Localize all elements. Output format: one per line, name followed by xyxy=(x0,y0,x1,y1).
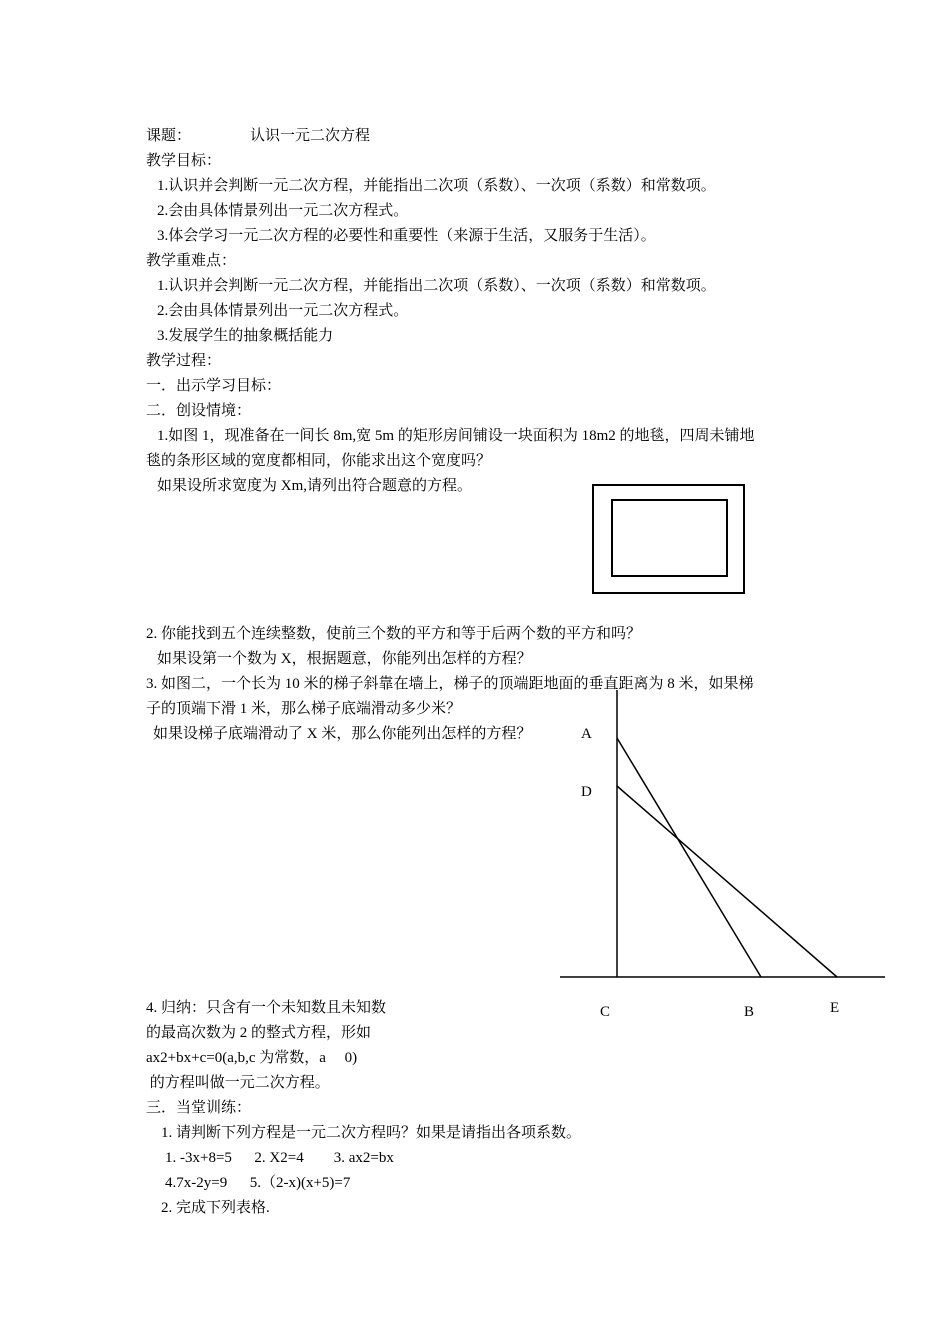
question-2-line-2: 如果设第一个数为 X，根据题意，你能列出怎样的方程？ xyxy=(157,651,532,667)
key-points-heading: 教学重难点： xyxy=(146,253,237,269)
objectives-heading: 教学目标： xyxy=(146,153,222,169)
question-4-line-4: 的方程叫做一元二次方程。 xyxy=(146,1075,330,1091)
question-1-line-1: 1.如图 1，现准备在一间长 8m,宽 5m 的矩形房间铺设一块面积为 18m2 的地毯，四周未铺地 xyxy=(157,428,755,444)
key-point-item-2: 2.会由具体情景列出一元二次方程式。 xyxy=(157,303,409,319)
objective-item-1: 1.认识并会判断一元二次方程，并能指出二次项（系数）、一次项（系数）和常数项。 xyxy=(157,178,716,194)
question-1-line-2: 毯的条形区域的宽度都相同，你能求出这个宽度吗？ xyxy=(146,453,492,469)
exercise-1: 1. 请判断下列方程是一元二次方程吗？如果是请指出各项系数。 xyxy=(161,1125,582,1141)
label-d: D xyxy=(581,784,592,800)
ladder-original xyxy=(617,738,761,977)
question-3-line-2: 子的顶端下滑 1 米，那么梯子底端滑动多少米？ xyxy=(146,701,462,717)
page-title: 认识一元二次方程 xyxy=(250,128,371,144)
question-3-line-3: 如果设梯子底端滑动了 X 米，那么你能列出怎样的方程？ xyxy=(153,726,532,742)
label-c: C xyxy=(600,1004,611,1020)
label-b: B xyxy=(744,1004,755,1020)
question-1-line-3: 如果设所求宽度为 Xm,请列出符合题意的方程。 xyxy=(157,478,473,494)
objective-item-2: 2.会由具体情景列出一元二次方程式。 xyxy=(157,203,409,219)
process-heading: 教学过程： xyxy=(146,353,222,369)
process-step-2: 二．创设情境： xyxy=(146,403,252,419)
process-step-1: 一．出示学习目标： xyxy=(146,378,282,394)
ladder-slid xyxy=(617,786,837,977)
question-3-line-1: 3. 如图二，一个长为 10 米的梯子斜靠在墙上，梯子的顶端距地面的垂直距离为 8 米，如果梯 xyxy=(146,676,754,692)
exercise-2: 2. 完成下列表格. xyxy=(161,1200,270,1216)
exercise-1-row-1: 1. -3x+8=5 2. X2=4 3. ax2=bx xyxy=(165,1150,394,1166)
question-4-line-3: ax2+bx+c=0(a,b,c 为常数，a 0) xyxy=(146,1050,358,1066)
title-label: 课题： xyxy=(146,128,192,144)
label-a: A xyxy=(581,726,592,742)
key-point-item-1: 1.认识并会判断一元二次方程，并能指出二次项（系数）、一次项（系数）和常数项。 xyxy=(157,278,716,294)
label-e: E xyxy=(830,1000,840,1016)
carpet-inner-rect xyxy=(612,500,727,576)
figure-1-room-diagram xyxy=(590,482,750,598)
question-4-line-2: 的最高次数为 2 的整式方程，形如 xyxy=(146,1025,372,1041)
figure-2-ladder-diagram xyxy=(555,690,890,1030)
question-4-line-1: 4. 归纳：只含有一个未知数且未知数 xyxy=(146,1000,387,1016)
exercise-1-row-2: 4.7x-2y=9 5.（2-x)(x+5)=7 xyxy=(165,1175,351,1191)
key-point-item-3: 3.发展学生的抽象概括能力 xyxy=(157,328,334,344)
practice-heading: 三．当堂训练： xyxy=(146,1100,252,1116)
objective-item-3: 3.体会学习一元二次方程的必要性和重要性（来源于生活，又服务于生活）。 xyxy=(157,228,656,244)
question-2-line-1: 2. 你能找到五个连续整数，使前三个数的平方和等于后两个数的平方和吗？ xyxy=(146,626,642,642)
